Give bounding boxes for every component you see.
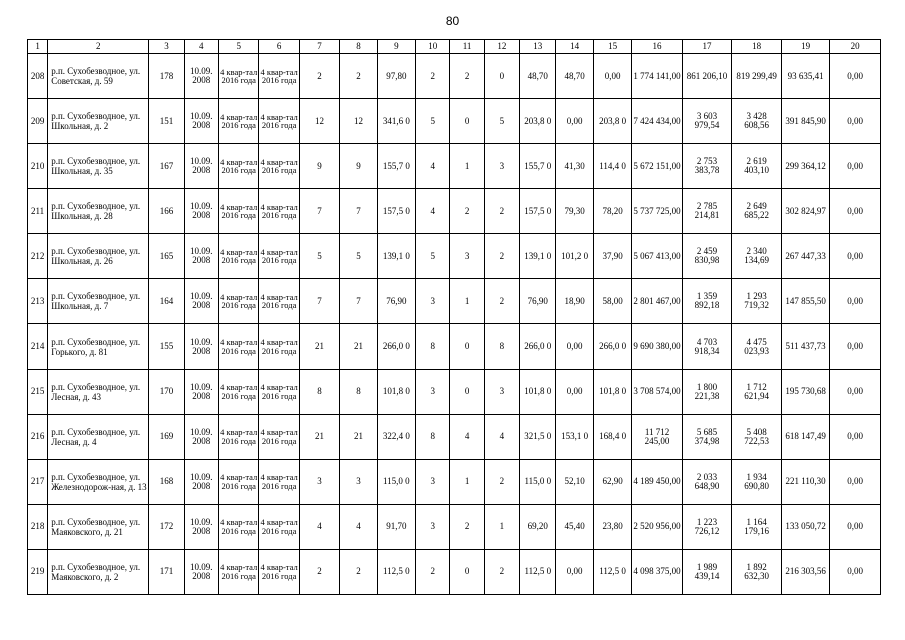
table-cell: 2 033 648,90: [682, 459, 732, 504]
table-cell: 1: [450, 459, 484, 504]
table-cell: 4 квар-тал 2016 года: [218, 99, 258, 144]
table-cell: 3: [484, 144, 519, 189]
address-cell: р.п. Сухобезводное, ул. Лесная, д. 4: [48, 414, 149, 459]
table-cell: 0,00: [830, 99, 881, 144]
table-cell: 48,70: [556, 54, 593, 99]
table-row: [28, 279, 881, 324]
table-cell: 0,00: [830, 549, 881, 594]
table-cell: 0,00: [556, 324, 593, 369]
table-cell: 2: [340, 54, 377, 99]
table-cell: 115,0 0: [377, 459, 415, 504]
table-cell: 133 050,72: [781, 504, 830, 549]
table-cell: 10.09. 2008: [184, 99, 218, 144]
table-cell: 112,5 0: [520, 549, 556, 594]
table-cell: 62,90: [593, 459, 631, 504]
table-cell: 172: [149, 504, 184, 549]
table-cell: 391 845,90: [781, 99, 830, 144]
table-cell: 4 квар-тал 2016 года: [259, 234, 299, 279]
table-cell: 41,30: [556, 144, 593, 189]
column-header: 8: [340, 40, 377, 54]
table-cell: 2: [484, 189, 519, 234]
table-cell: 1 164 179,16: [732, 504, 782, 549]
table-cell: 7: [340, 279, 377, 324]
column-header: 15: [593, 40, 631, 54]
table-cell: 9: [340, 144, 377, 189]
table-cell: 167: [149, 144, 184, 189]
table-cell: 215: [28, 369, 48, 414]
table-cell: 4 квар-тал 2016 года: [259, 99, 299, 144]
table-cell: 208: [28, 54, 48, 99]
table-cell: 2: [416, 549, 450, 594]
column-header: 20: [830, 40, 881, 54]
table-cell: 10.09. 2008: [184, 549, 218, 594]
table-cell: 3: [484, 369, 519, 414]
table-cell: 76,90: [520, 279, 556, 324]
column-header: 5: [218, 40, 258, 54]
table-cell: 8: [484, 324, 519, 369]
table-cell: 214: [28, 324, 48, 369]
table-cell: 2 785 214,81: [682, 189, 732, 234]
table-cell: 112,5 0: [377, 549, 415, 594]
table-cell: 23,80: [593, 504, 631, 549]
table-cell: 211: [28, 189, 48, 234]
table-cell: 166: [149, 189, 184, 234]
table-cell: 2: [484, 279, 519, 324]
table-cell: 2 619 403,10: [732, 144, 782, 189]
table-cell: 10.09. 2008: [184, 189, 218, 234]
table-row: [28, 459, 881, 504]
table-cell: 4 квар-тал 2016 года: [218, 189, 258, 234]
address-cell: р.п. Сухобезводное, ул. Школьная, д. 2: [48, 99, 149, 144]
table-cell: 341,6 0: [377, 99, 415, 144]
table-cell: 4 квар-тал 2016 года: [218, 414, 258, 459]
table-cell: 4 квар-тал 2016 года: [218, 144, 258, 189]
table-cell: 321,5 0: [520, 414, 556, 459]
address-cell: р.п. Сухобезводное, ул. Маяковского, д. 2: [48, 549, 149, 594]
table-cell: 69,20: [520, 504, 556, 549]
table-cell: 3 428 608,56: [732, 99, 782, 144]
table-cell: 0,00: [830, 369, 881, 414]
table-cell: 11 712 245,00: [632, 414, 683, 459]
table-cell: 112,5 0: [593, 549, 631, 594]
table-cell: 21: [340, 414, 377, 459]
column-header: 17: [682, 40, 732, 54]
table-row: [28, 369, 881, 414]
table-cell: 618 147,49: [781, 414, 830, 459]
table-cell: 3: [340, 459, 377, 504]
table-cell: 4: [416, 189, 450, 234]
table-cell: 4 квар-тал 2016 года: [218, 459, 258, 504]
table-cell: 101,8 0: [593, 369, 631, 414]
table-cell: 101,8 0: [520, 369, 556, 414]
table-cell: 79,30: [556, 189, 593, 234]
table-cell: 1 892 632,30: [732, 549, 782, 594]
table-cell: 0: [450, 369, 484, 414]
table-cell: 2: [416, 54, 450, 99]
table-cell: 97,80: [377, 54, 415, 99]
table-cell: 155: [149, 324, 184, 369]
table-cell: 21: [299, 414, 339, 459]
table-cell: 10.09. 2008: [184, 414, 218, 459]
table-cell: 2: [340, 549, 377, 594]
column-header: 3: [149, 40, 184, 54]
table-cell: 10.09. 2008: [184, 54, 218, 99]
address-cell: р.п. Сухобезводное, ул. Школьная, д. 28: [48, 189, 149, 234]
table-cell: 12: [340, 99, 377, 144]
table-cell: 4 квар-тал 2016 года: [218, 324, 258, 369]
table-cell: 155,7 0: [377, 144, 415, 189]
table-cell: 165: [149, 234, 184, 279]
table-cell: 1 774 141,00: [632, 54, 683, 99]
table-cell: 2: [484, 459, 519, 504]
table-cell: 168,4 0: [593, 414, 631, 459]
table-cell: 0: [484, 54, 519, 99]
table-cell: 4 475 023,93: [732, 324, 782, 369]
table-cell: 1 712 621,94: [732, 369, 782, 414]
table-cell: 2: [484, 234, 519, 279]
table-cell: 151: [149, 99, 184, 144]
table-cell: 4 098 375,00: [632, 549, 683, 594]
table-cell: 3 603 979,54: [682, 99, 732, 144]
column-header: 19: [781, 40, 830, 54]
table-cell: 93 635,41: [781, 54, 830, 99]
column-header: 16: [632, 40, 683, 54]
table-cell: 114,4 0: [593, 144, 631, 189]
table-cell: 219: [28, 549, 48, 594]
table-cell: 4 квар-тал 2016 года: [259, 369, 299, 414]
table-cell: 45,40: [556, 504, 593, 549]
table-cell: 155,7 0: [520, 144, 556, 189]
table-cell: 178: [149, 54, 184, 99]
column-header: 1: [28, 40, 48, 54]
table-cell: 4 квар-тал 2016 года: [259, 549, 299, 594]
table-cell: 8: [416, 414, 450, 459]
table-cell: 302 824,97: [781, 189, 830, 234]
data-table: [27, 39, 881, 595]
table-cell: 4 квар-тал 2016 года: [259, 144, 299, 189]
table-cell: 1 800 221,38: [682, 369, 732, 414]
table-row: [28, 414, 881, 459]
column-header: 7: [299, 40, 339, 54]
page-number: 80: [445, 14, 460, 28]
table-cell: 195 730,68: [781, 369, 830, 414]
table-cell: 3: [416, 504, 450, 549]
table-cell: 203,8 0: [520, 99, 556, 144]
table-cell: 4 189 450,00: [632, 459, 683, 504]
table-cell: 76,90: [377, 279, 415, 324]
table-row: [28, 234, 881, 279]
table-cell: 5 737 725,00: [632, 189, 683, 234]
table-cell: 0,00: [556, 369, 593, 414]
table-cell: 299 364,12: [781, 144, 830, 189]
table-cell: 78,20: [593, 189, 631, 234]
address-cell: р.п. Сухобезводное, ул. Школьная, д. 26: [48, 234, 149, 279]
table-cell: 1 293 719,32: [732, 279, 782, 324]
table-cell: 1: [484, 504, 519, 549]
table-cell: 2 520 956,00: [632, 504, 683, 549]
column-header: 14: [556, 40, 593, 54]
table-cell: 4 квар-тал 2016 года: [218, 504, 258, 549]
table-cell: 153,1 0: [556, 414, 593, 459]
table-cell: 1 359 892,18: [682, 279, 732, 324]
table-cell: 2: [450, 504, 484, 549]
table-cell: 4 квар-тал 2016 года: [259, 414, 299, 459]
table-cell: 5: [299, 234, 339, 279]
table-cell: 139,1 0: [520, 234, 556, 279]
table-cell: 0,00: [556, 549, 593, 594]
table-row: [28, 324, 881, 369]
table-cell: 0: [450, 324, 484, 369]
table-cell: 2 459 830,98: [682, 234, 732, 279]
table-cell: 0,00: [830, 234, 881, 279]
table-cell: 213: [28, 279, 48, 324]
column-header: 10: [416, 40, 450, 54]
column-header: 12: [484, 40, 519, 54]
table-cell: 8: [416, 324, 450, 369]
table-cell: 5: [416, 234, 450, 279]
table-cell: 209: [28, 99, 48, 144]
table-cell: 4 квар-тал 2016 года: [218, 54, 258, 99]
table-cell: 91,70: [377, 504, 415, 549]
table-cell: 52,10: [556, 459, 593, 504]
table-cell: 3: [416, 369, 450, 414]
table-cell: 0,00: [556, 99, 593, 144]
table-cell: 216 303,56: [781, 549, 830, 594]
table-cell: 9: [299, 144, 339, 189]
table-cell: 101,8 0: [377, 369, 415, 414]
table-cell: 2 801 467,00: [632, 279, 683, 324]
table-cell: 0,00: [830, 414, 881, 459]
table-cell: 0,00: [830, 144, 881, 189]
table-cell: 4 квар-тал 2016 года: [259, 459, 299, 504]
table-cell: 2: [450, 189, 484, 234]
table-cell: 2: [299, 549, 339, 594]
address-cell: р.п. Сухобезводное, ул. Советская, д. 59: [48, 54, 149, 99]
table-cell: 8: [340, 369, 377, 414]
table-cell: 4: [450, 414, 484, 459]
table-cell: 21: [299, 324, 339, 369]
address-cell: р.п. Сухобезводное, ул. Лесная, д. 43: [48, 369, 149, 414]
table-cell: 5: [484, 99, 519, 144]
table-cell: 4 квар-тал 2016 года: [218, 369, 258, 414]
table-cell: 217: [28, 459, 48, 504]
table-cell: 1 223 726,12: [682, 504, 732, 549]
table-cell: 18,90: [556, 279, 593, 324]
table-cell: 267 447,33: [781, 234, 830, 279]
table-cell: 169: [149, 414, 184, 459]
table-cell: 0,00: [830, 504, 881, 549]
table-cell: 819 299,49: [732, 54, 782, 99]
table-cell: 10.09. 2008: [184, 459, 218, 504]
table-cell: 139,1 0: [377, 234, 415, 279]
table-cell: 5 408 722,53: [732, 414, 782, 459]
table-cell: 511 437,73: [781, 324, 830, 369]
table-cell: 2 753 383,78: [682, 144, 732, 189]
table-cell: 1: [450, 279, 484, 324]
table-cell: 221 110,30: [781, 459, 830, 504]
table-cell: 861 206,10: [682, 54, 732, 99]
table-cell: 7: [299, 279, 339, 324]
column-header: 11: [450, 40, 484, 54]
table-cell: 4 квар-тал 2016 года: [259, 324, 299, 369]
table-cell: 5 067 413,00: [632, 234, 683, 279]
table-cell: 218: [28, 504, 48, 549]
table-cell: 203,8 0: [593, 99, 631, 144]
table-cell: 7: [299, 189, 339, 234]
table-cell: 1 934 690,80: [732, 459, 782, 504]
table-cell: 210: [28, 144, 48, 189]
column-header: 2: [48, 40, 149, 54]
table-cell: 58,00: [593, 279, 631, 324]
table-row: [28, 99, 881, 144]
table-cell: 4 квар-тал 2016 года: [259, 189, 299, 234]
table-cell: 10.09. 2008: [184, 234, 218, 279]
table-row: [28, 549, 881, 594]
table-cell: 3: [416, 459, 450, 504]
table-cell: 21: [340, 324, 377, 369]
header-row: [28, 40, 881, 54]
table-cell: 157,5 0: [520, 189, 556, 234]
table-cell: 115,0 0: [520, 459, 556, 504]
table-cell: 212: [28, 234, 48, 279]
table-cell: 4 квар-тал 2016 года: [218, 549, 258, 594]
table-row: [28, 504, 881, 549]
table-row: [28, 144, 881, 189]
table-cell: 147 855,50: [781, 279, 830, 324]
table-cell: 216: [28, 414, 48, 459]
table-cell: 170: [149, 369, 184, 414]
table-cell: 4 квар-тал 2016 года: [218, 279, 258, 324]
table-cell: 4: [299, 504, 339, 549]
table-cell: 0,00: [830, 324, 881, 369]
table-cell: 266,0 0: [520, 324, 556, 369]
table-cell: 5 685 374,98: [682, 414, 732, 459]
table-cell: 10.09. 2008: [184, 324, 218, 369]
column-header: 6: [259, 40, 299, 54]
address-cell: р.п. Сухобезводное, ул. Горького, д. 81: [48, 324, 149, 369]
table-cell: 0,00: [830, 279, 881, 324]
table-cell: 3: [299, 459, 339, 504]
table-cell: 322,4 0: [377, 414, 415, 459]
column-header: 18: [732, 40, 782, 54]
address-cell: р.п. Сухобезводное, ул. Железнодорож-ная, д. 13: [48, 459, 149, 504]
table-cell: 5 672 151,00: [632, 144, 683, 189]
table-cell: 9 690 380,00: [632, 324, 683, 369]
table-cell: 4: [416, 144, 450, 189]
table-cell: 48,70: [520, 54, 556, 99]
column-header: 13: [520, 40, 556, 54]
table-row: [28, 54, 881, 99]
table-cell: 4: [340, 504, 377, 549]
table-cell: 0,00: [830, 54, 881, 99]
table-cell: 171: [149, 549, 184, 594]
table-cell: 7 424 434,00: [632, 99, 683, 144]
column-header: 9: [377, 40, 415, 54]
table-cell: 4: [484, 414, 519, 459]
table-cell: 2: [450, 54, 484, 99]
table-cell: 5: [340, 234, 377, 279]
table-cell: 10.09. 2008: [184, 504, 218, 549]
table-cell: 37,90: [593, 234, 631, 279]
table-cell: 2: [484, 549, 519, 594]
table-cell: 3 708 574,00: [632, 369, 683, 414]
table-cell: 5: [416, 99, 450, 144]
table-cell: 4 703 918,34: [682, 324, 732, 369]
table-cell: 1 989 439,14: [682, 549, 732, 594]
table-cell: 10.09. 2008: [184, 369, 218, 414]
table-cell: 164: [149, 279, 184, 324]
table-cell: 0: [450, 99, 484, 144]
table-cell: 2 649 685,22: [732, 189, 782, 234]
table-cell: 2: [299, 54, 339, 99]
table-cell: 0: [450, 549, 484, 594]
table-cell: 4 квар-тал 2016 года: [259, 54, 299, 99]
table-cell: 0,00: [830, 189, 881, 234]
table-cell: 1: [450, 144, 484, 189]
table-cell: 7: [340, 189, 377, 234]
address-cell: р.п. Сухобезводное, ул. Маяковского, д. 21: [48, 504, 149, 549]
table-cell: 10.09. 2008: [184, 279, 218, 324]
table-row: [28, 189, 881, 234]
table-cell: 8: [299, 369, 339, 414]
table-cell: 2 340 134,69: [732, 234, 782, 279]
table-cell: 4 квар-тал 2016 года: [259, 279, 299, 324]
column-header: 4: [184, 40, 218, 54]
table-cell: 0,00: [593, 54, 631, 99]
table-cell: 3: [416, 279, 450, 324]
table-cell: 266,0 0: [377, 324, 415, 369]
table-cell: 3: [450, 234, 484, 279]
table-cell: 12: [299, 99, 339, 144]
table-cell: 168: [149, 459, 184, 504]
table-cell: 0,00: [830, 459, 881, 504]
table-cell: 266,0 0: [593, 324, 631, 369]
table-cell: 4 квар-тал 2016 года: [218, 234, 258, 279]
table-cell: 4 квар-тал 2016 года: [259, 504, 299, 549]
address-cell: р.п. Сухобезводное, ул. Школьная, д. 7: [48, 279, 149, 324]
table-cell: 157,5 0: [377, 189, 415, 234]
address-cell: р.п. Сухобезводное, ул. Школьная, д. 35: [48, 144, 149, 189]
table-cell: 101,2 0: [556, 234, 593, 279]
table-cell: 10.09. 2008: [184, 144, 218, 189]
